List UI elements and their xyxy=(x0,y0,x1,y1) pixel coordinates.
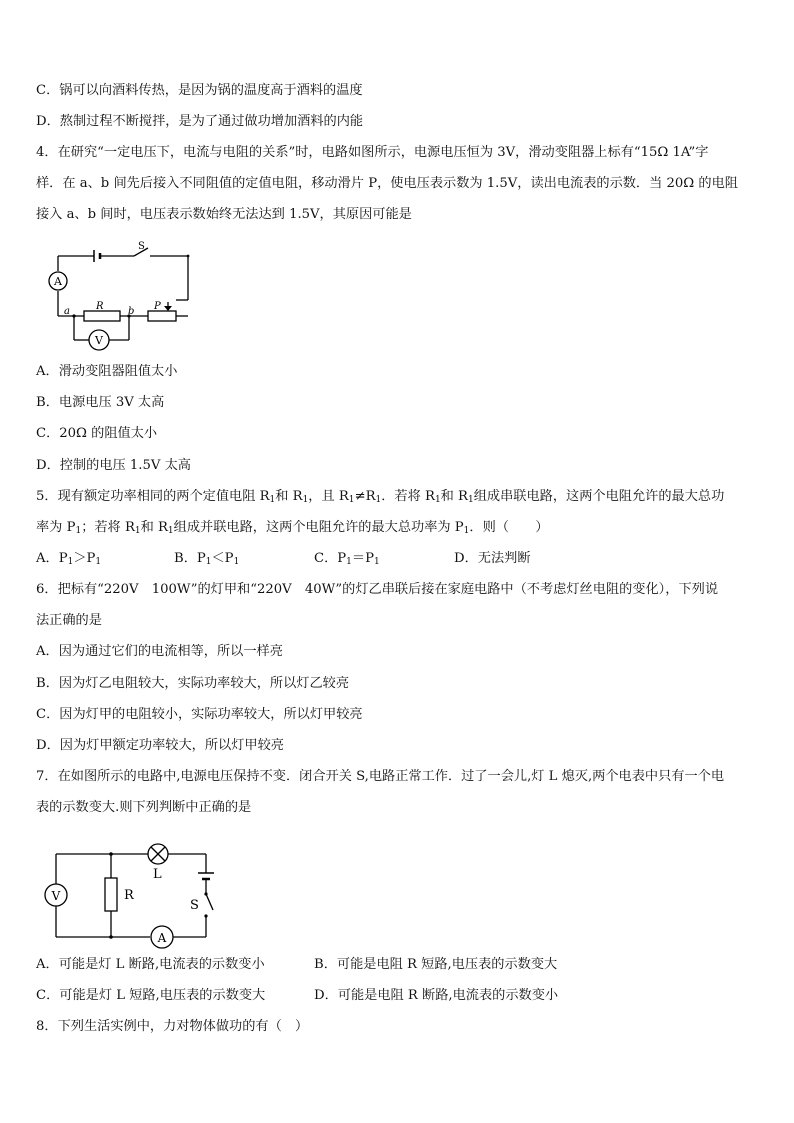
q3-option-c: C．锅可以向酒料传热，是因为锅的温度高于酒料的温度 xyxy=(36,83,363,98)
q3-option-d: D．熬制过程不断搅拌，是为了通过做功增加酒料的内能 xyxy=(36,114,364,129)
q8-text: 8．下列生活实例中，力对物体做功的有（ ） xyxy=(36,1019,309,1034)
q5-text-line2: 率为 $P_1$；若将 $R_1$和 $R_1$组成并联电路，这两个电阻允许的最大总功率为 $P_1$．则（ ） xyxy=(36,520,549,536)
resistor-r-label: R xyxy=(124,888,134,903)
q6-option-b: B．因为灯乙电阻较大，实际功率较大，所以灯乙较亮 xyxy=(36,676,350,691)
voltmeter-label: V xyxy=(51,889,61,903)
slider-arrow-icon xyxy=(164,306,172,311)
switch-s-label: S xyxy=(190,898,199,913)
q4-text-line3: 接入 a、b 间时，电压表示数始终无法达到 1.5V，其原因可能是 xyxy=(36,207,412,222)
slider-p-label: P xyxy=(154,301,161,312)
q7-text-line2: 表的示数变大.则下列判断中正确的是 xyxy=(36,800,252,815)
q5-option-d: D．无法判断 xyxy=(454,551,531,566)
q4-circuit-diagram xyxy=(44,238,192,356)
lamp-l-label: L xyxy=(153,867,162,882)
q6-option-a: A．因为通过它们的电流相等，所以一样亮 xyxy=(36,644,283,659)
q7-option-d: D．可能是电阻 R 断路,电流表的示数变小 xyxy=(314,988,559,1003)
switch-label: S xyxy=(138,241,145,252)
resistor-r-label: R xyxy=(96,301,104,312)
ammeter-label: A xyxy=(157,931,167,945)
q7-option-a: A．可能是灯 L 断路,电流表的示数变小 xyxy=(36,957,265,972)
q7-option-c: C．可能是灯 L 短路,电压表的示数变大 xyxy=(36,988,266,1003)
q4-option-a: A．滑动变阻器阻值太小 xyxy=(36,364,178,379)
q5-text-line1: 5．现有额定功率相同的两个定值电阻 $R_1$和 $R_1$，且 $R_1\ne R_1$．若将 $R_1$和 $R_1$组成串联电路，这两个电阻允许的最大总功 xyxy=(36,489,725,505)
q6-text-line2: 法正确的是 xyxy=(36,613,102,628)
point-b-label: b xyxy=(128,306,135,317)
q4-option-b: B．电源电压 3V 太高 xyxy=(36,395,165,410)
q7-text-line1: 7．在如图所示的电路中,电源电压保持不变．闭合开关 S,电路正常工作．过了一会儿,灯 L 熄灭,两个电表中只有一个电 xyxy=(36,769,725,784)
q4-option-d: D．控制的电压 1.5V 太高 xyxy=(36,458,191,473)
q5-option-c: C．$P_1=P_1$ xyxy=(314,551,380,567)
q6-text-line1: 6．把标有“220V 100W”的灯甲和“220V 40W”的灯乙串联后接在家庭电路中（不考虑灯丝电阻的变化），下列说 xyxy=(36,582,719,597)
ammeter-label: A xyxy=(54,275,62,288)
q7-option-b: B．可能是电阻 R 短路,电压表的示数变大 xyxy=(314,957,558,972)
q7-circuit-diagram xyxy=(38,840,218,952)
q6-option-d: D．因为灯甲额定功率较大，所以灯甲较亮 xyxy=(36,738,284,753)
q5-option-b: B．$P_1<P_1$ xyxy=(174,551,240,567)
point-a-label: a xyxy=(64,306,70,317)
q4-text-line2: 样．在 a、b 间先后接入不同阻值的定值电阻，移动滑片 P，使电压表示数为 1.5V，读出电流表的示数．当 20Ω 的电阻 xyxy=(36,176,738,191)
q5-option-a: A．$P_1>P_1$ xyxy=(36,551,102,567)
q4-option-c: C．20Ω 的阻值太小 xyxy=(36,426,158,441)
voltmeter-label: V xyxy=(95,334,103,347)
q6-option-c: C．因为灯甲的电阻较小，实际功率较大，所以灯甲较亮 xyxy=(36,707,363,722)
q4-text-line1: 4．在研究“一定电压下，电流与电阻的关系”时，电路如图所示，电源电压恒为 3V，滑动变阻器上标有“15Ω 1A”字 xyxy=(36,145,709,160)
